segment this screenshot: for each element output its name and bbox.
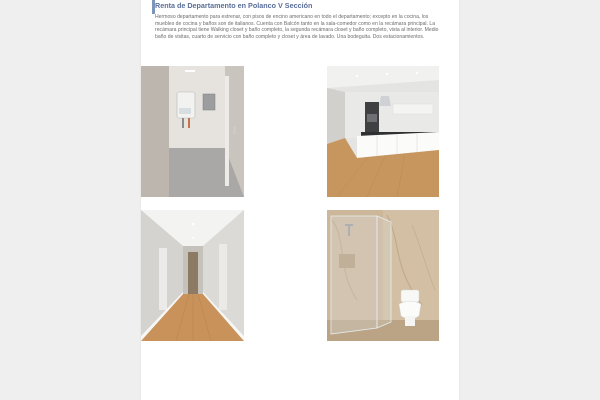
photo-bathroom[interactable] bbox=[327, 210, 439, 341]
photo-laundry-room[interactable] bbox=[141, 66, 244, 197]
bathroom-image bbox=[327, 210, 439, 341]
kitchen-image bbox=[327, 66, 439, 197]
photo-hallway[interactable] bbox=[141, 210, 244, 341]
photo-kitchen[interactable] bbox=[327, 66, 439, 197]
hallway-image bbox=[141, 210, 244, 341]
laundry-room-image bbox=[141, 66, 244, 197]
listing-title: Renta de Departamento en Polanco V Sección bbox=[155, 1, 313, 10]
listing-description: Hermoso departamento para estrenar, con pisos de encino americano en todo el departamento; excepto en la cocina, los muebles de cocina y baños son de italianos. Cuenta con Balcón tanto en la sala-comedor como en la recámara principal. La recámara principal tiene Walking closet y baño completo, la segunda recámara closet y baño completo, vista al interior. Medio baño de visitas, cuarto de servicio con baño completo y closet y área de lavado. Una bodeguita. Dos estacionamientos. bbox=[155, 14, 439, 40]
